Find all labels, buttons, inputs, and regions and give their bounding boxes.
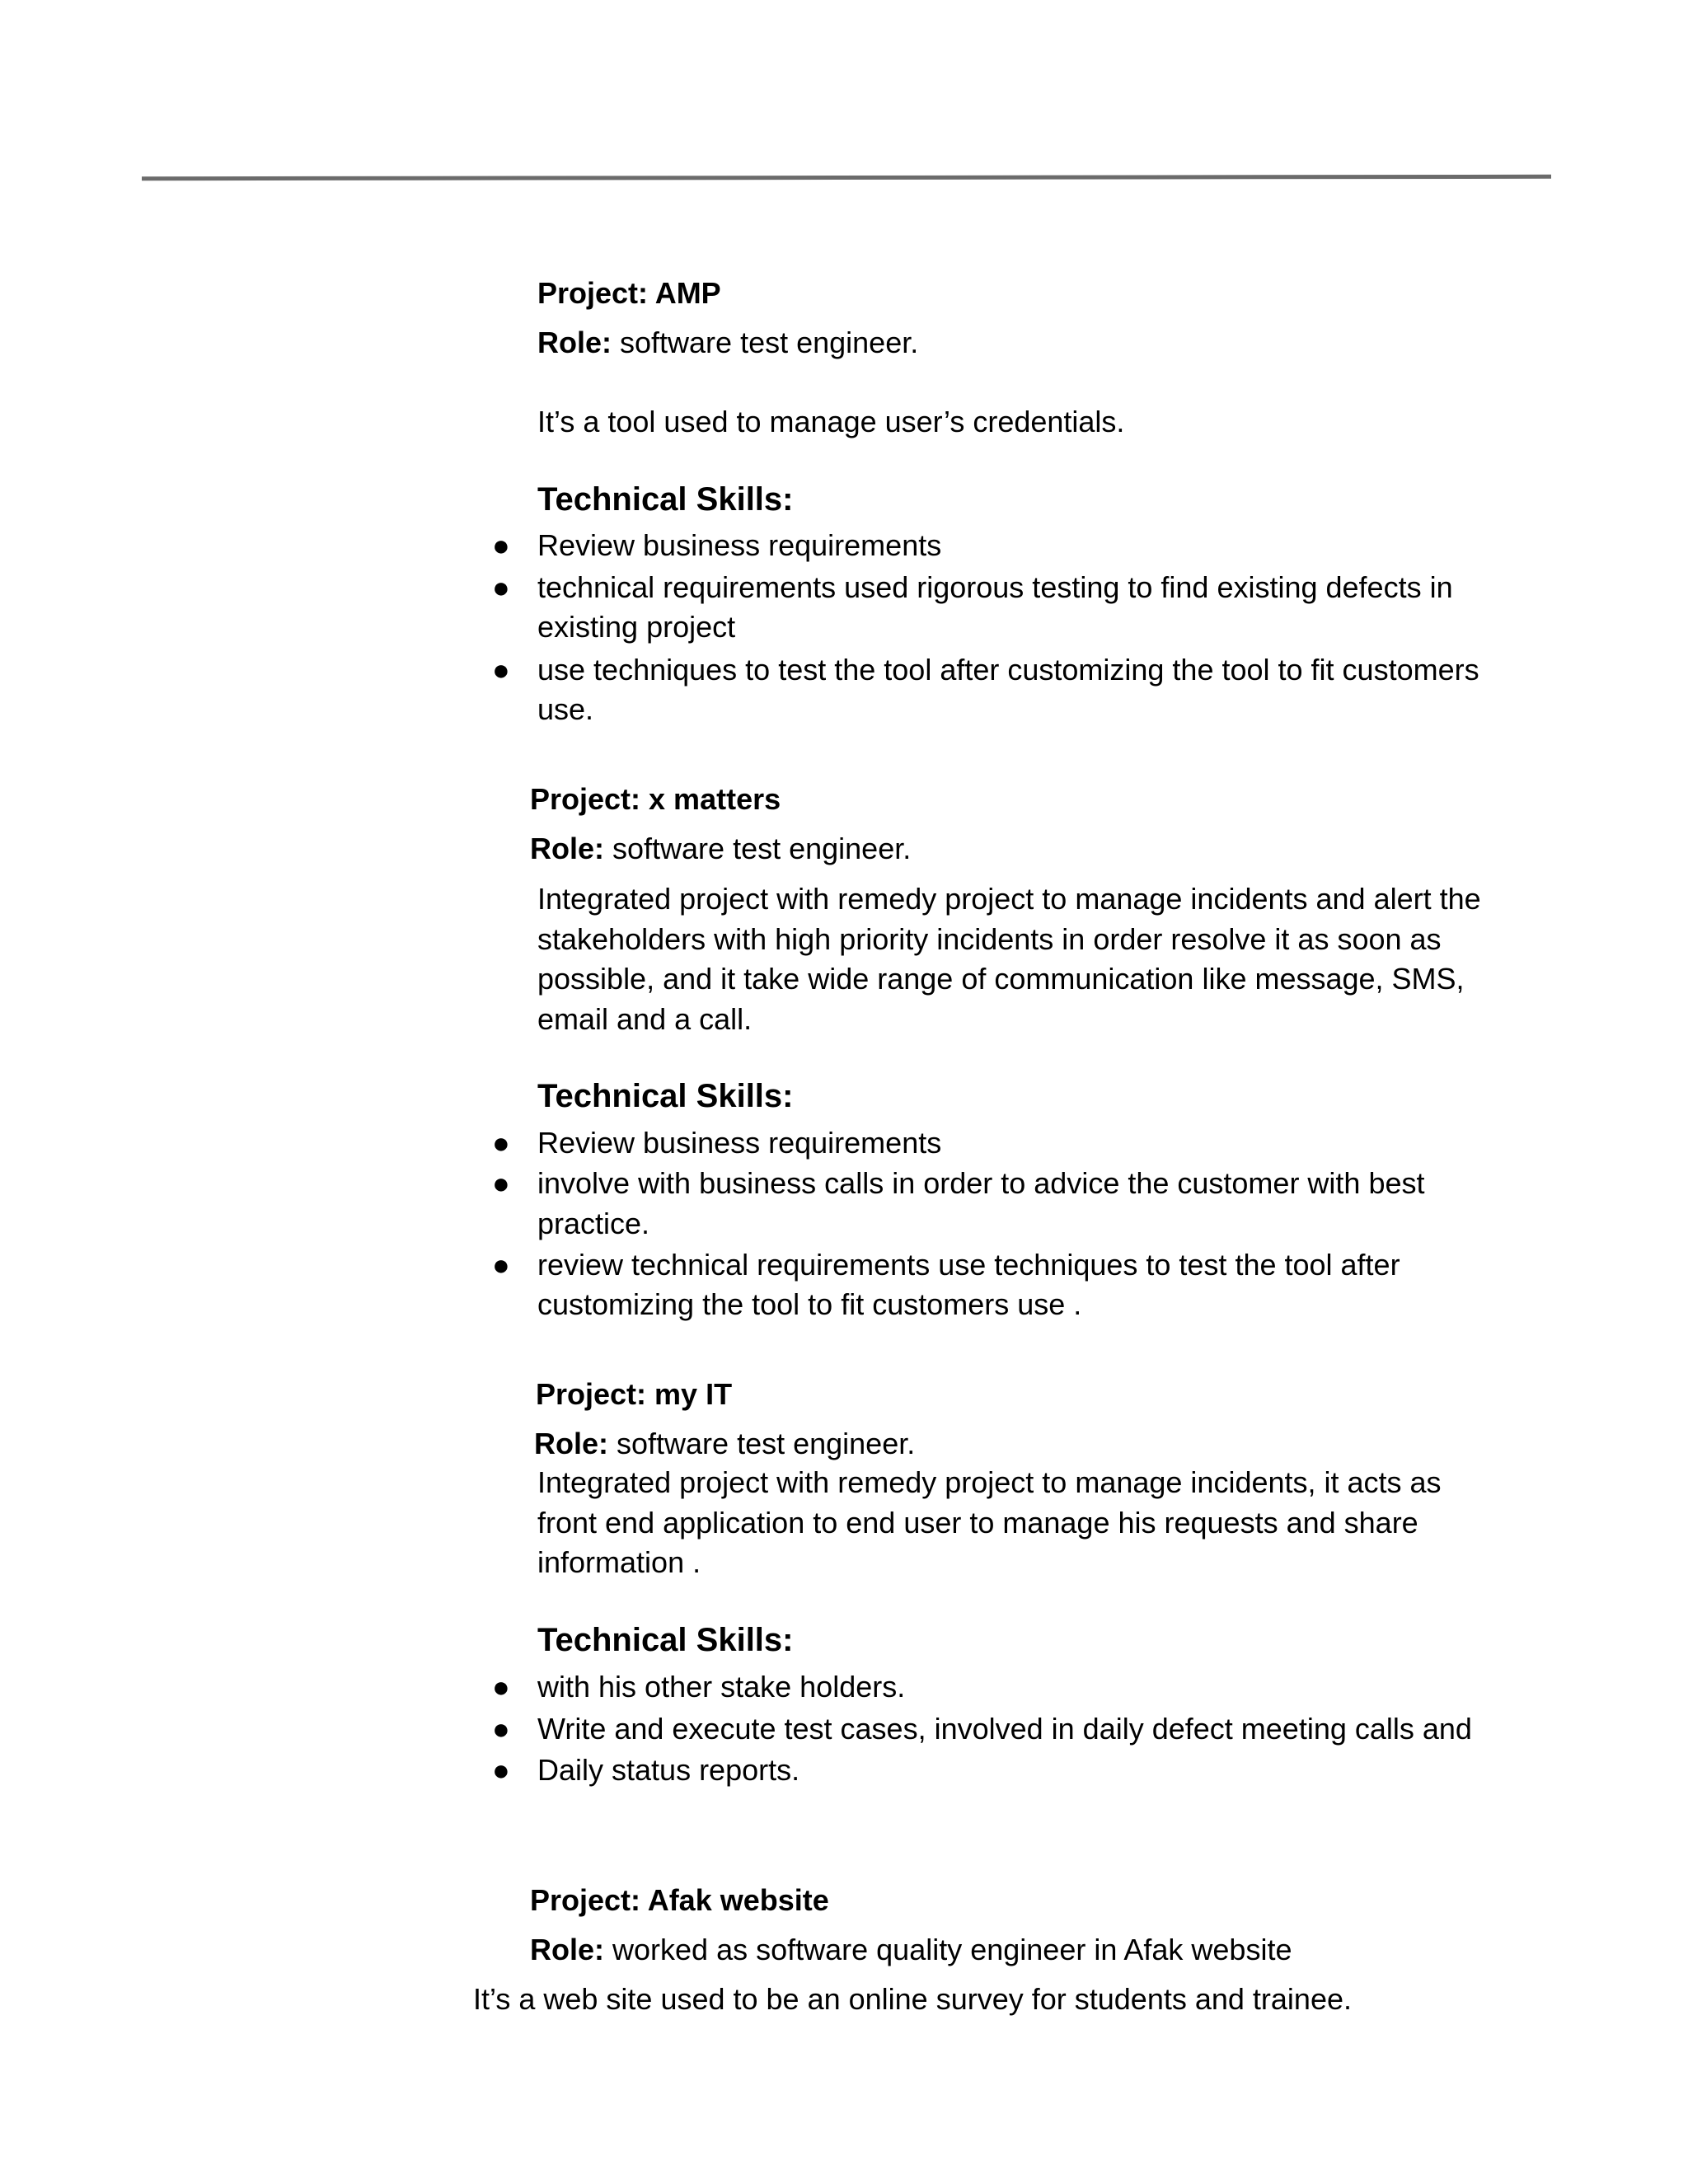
- bullet-icon: ●: [492, 1248, 510, 1282]
- project-description-line: email and a call.: [537, 1002, 753, 1036]
- project-role-afak-website: [530, 1929, 1292, 1970]
- skill-line: with his other stake holders.: [537, 1670, 906, 1704]
- project-description-line: front end application to end user to manage his requests and share: [537, 1506, 1418, 1540]
- project-title-x-matters: Project: x matters: [530, 782, 781, 816]
- skill-line: Review business requirements: [537, 1126, 942, 1160]
- bullet-icon: ●: [492, 653, 510, 687]
- skill-line: practice.: [537, 1207, 650, 1240]
- bullet-icon: ●: [492, 570, 510, 604]
- project-role-x-matters: [530, 828, 911, 869]
- bullet-icon: ●: [492, 528, 510, 562]
- project-title-afak-website: Project: Afak website: [530, 1883, 829, 1917]
- project-description-line: It’s a web site used to be an online survey for students and trainee.: [473, 1982, 1352, 2016]
- skill-line: use techniques to test the tool after customizing the tool to fit customers: [537, 653, 1479, 687]
- skill-line: customizing the tool to fit customers use .: [537, 1287, 1082, 1321]
- bullet-icon: ●: [492, 1670, 510, 1704]
- skill-line: Write and execute test cases, involved in daily defect meeting calls and: [537, 1712, 1472, 1746]
- role-text: software test engineer.: [617, 1427, 916, 1460]
- project-title-my-it: Project: my IT: [536, 1377, 733, 1411]
- skills-heading: Technical Skills:: [537, 481, 794, 518]
- bullet-icon: ●: [492, 1712, 510, 1746]
- skill-line: technical requirements used rigorous testing to find existing defects in: [537, 570, 1453, 604]
- project-title-amp: Project: AMP: [537, 276, 721, 310]
- skill-line: existing project: [537, 610, 736, 644]
- project-description-line: stakeholders with high priority incidents in order resolve it as soon as: [537, 922, 1442, 956]
- project-role-amp: [537, 322, 918, 363]
- role-label: Role:: [534, 1427, 608, 1460]
- project-role-my-it: [534, 1423, 915, 1464]
- role-label: Role:: [530, 832, 604, 865]
- project-description-line: Integrated project with remedy project to manage incidents, it acts as: [537, 1465, 1442, 1499]
- project-description-line: Integrated project with remedy project to manage incidents and alert the: [537, 882, 1481, 916]
- bullet-icon: ●: [492, 1126, 510, 1160]
- skill-line: review technical requirements use techniques to test the tool after: [537, 1248, 1400, 1282]
- skills-heading: Technical Skills:: [537, 1078, 794, 1114]
- project-description-line: information .: [537, 1545, 701, 1579]
- project-description-line: possible, and it take wide range of communication like message, SMS,: [537, 962, 1465, 996]
- skills-heading: Technical Skills:: [537, 1622, 794, 1658]
- skill-line: use.: [537, 692, 594, 726]
- project-description-line: It’s a tool used to manage user’s credentials.: [537, 405, 1125, 438]
- role-text: worked as software quality engineer in Afak website: [612, 1933, 1292, 1966]
- role-text: software test engineer.: [620, 326, 919, 359]
- bullet-icon: ●: [492, 1753, 510, 1787]
- skill-line: involve with business calls in order to advice the customer with best: [537, 1166, 1425, 1200]
- skill-line: Daily status reports.: [537, 1753, 800, 1787]
- role-text: software test engineer.: [612, 832, 912, 865]
- skill-line: Review business requirements: [537, 528, 942, 562]
- bullet-icon: ●: [492, 1166, 510, 1200]
- role-label: Role:: [530, 1933, 604, 1966]
- header-divider: [142, 175, 1551, 180]
- role-label: Role:: [537, 326, 612, 359]
